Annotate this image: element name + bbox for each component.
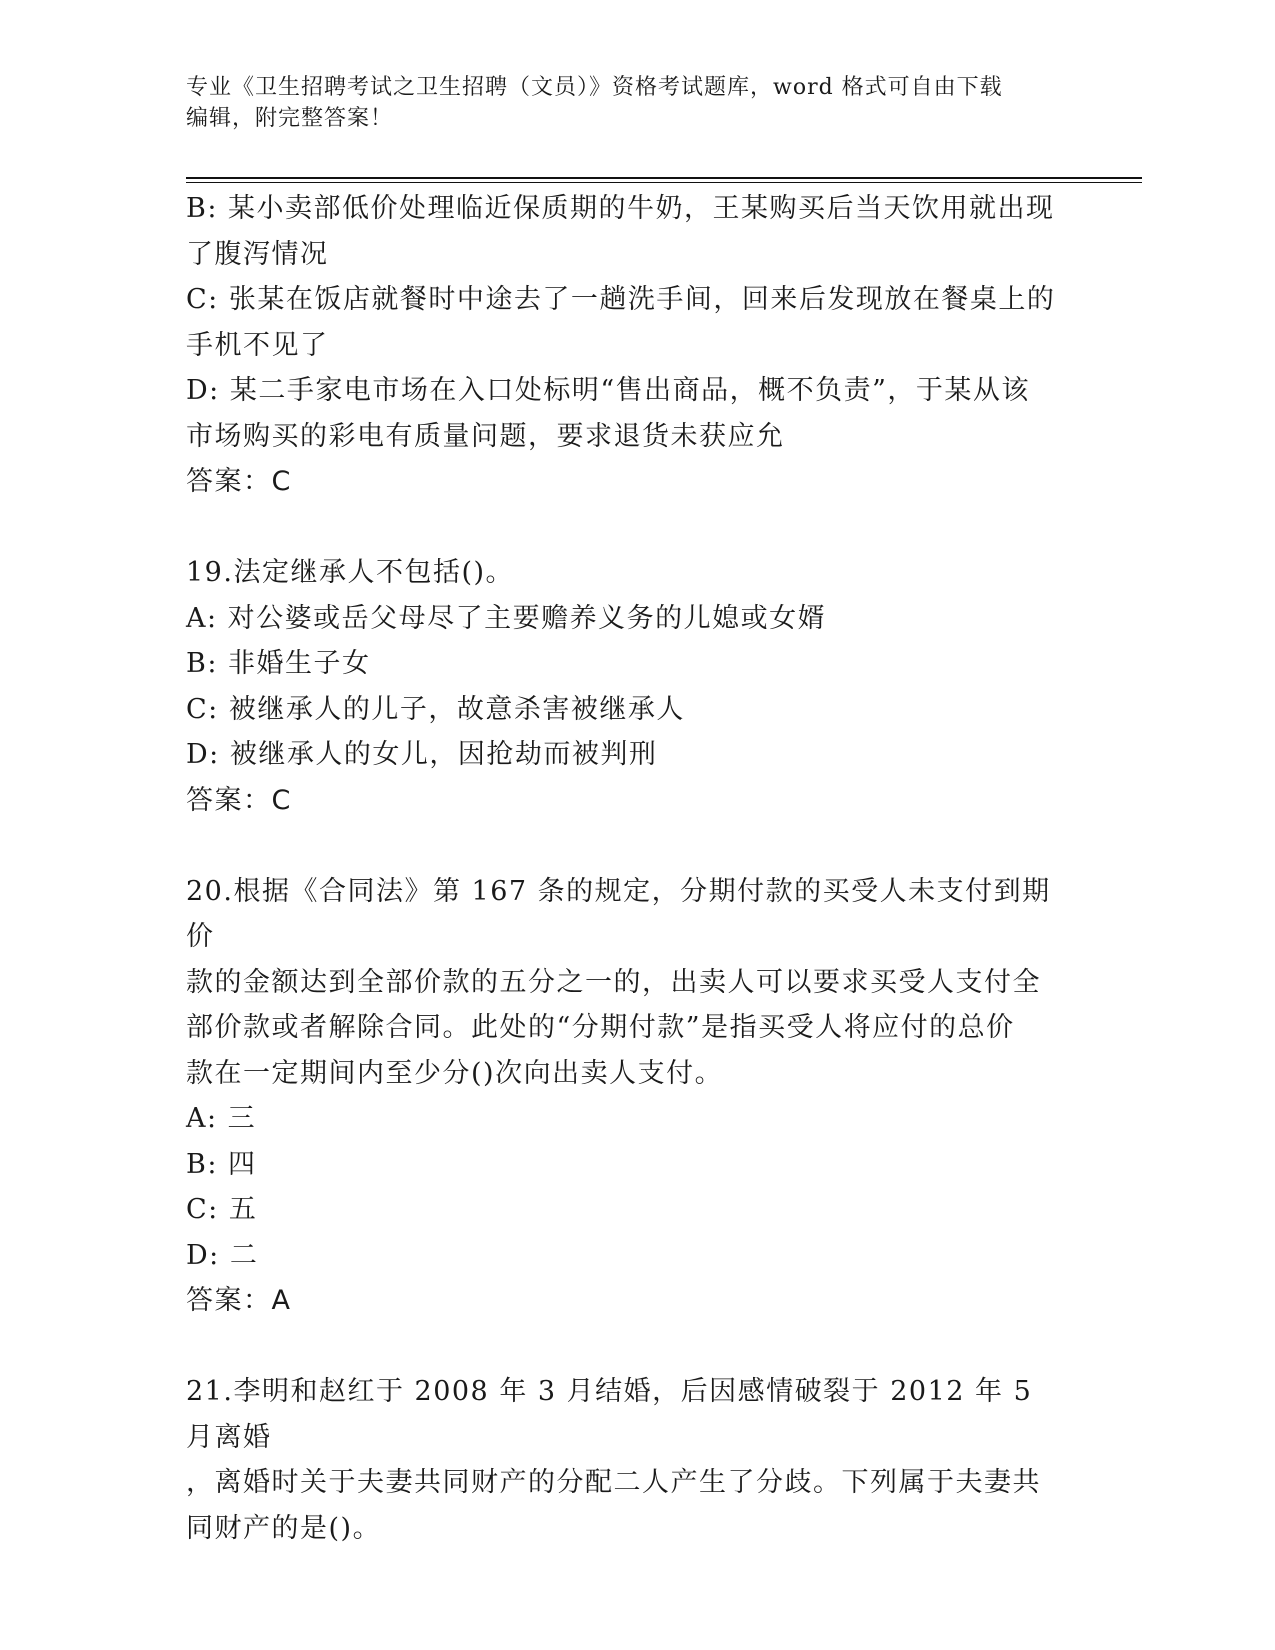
page-header [186, 72, 1086, 134]
question-20 [186, 869, 1066, 1324]
option-a: A: 对公婆或岳父母尽了主要赡养义务的儿媳或女婿 [186, 602, 827, 634]
option-b: B: 非婚生子女 [186, 648, 371, 679]
spacer [186, 505, 1066, 551]
option-c: C: 被继承人的儿子，故意杀害被继承人 [186, 693, 685, 725]
option-c-line-1: C: 张某在饭店就餐时中途去了一趟洗手间，回来后发现放在餐桌上的 [186, 284, 1056, 315]
answer-line: 答案：C [186, 784, 292, 816]
option-d: D: 被继承人的女儿，因抢劫而被判刑 [186, 739, 658, 770]
question-19 [186, 550, 1066, 823]
option-c: C: 五 [186, 1194, 258, 1225]
question-stem: 19.法定继承人不包括()。 [186, 557, 515, 588]
answer-line: 答案：A [186, 1285, 292, 1316]
question-list [186, 186, 1066, 1551]
option-b-line-1: B: 某小卖部低价处理临近保质期的牛奶，王某购买后当天饮用就出现 [186, 193, 1055, 224]
option-d: D: 二 [186, 1239, 259, 1271]
answer-line: 答案：C [186, 466, 292, 497]
question-21 [186, 1369, 1066, 1551]
header-line-1: 专业《卫生招聘考试之卫生招聘（文员）》资格考试题库，word 格式可自由下载 [186, 75, 1003, 100]
option-d-line-2: 市场购买的彩电有质量问题，要求退货未获应允 [186, 420, 785, 452]
option-b: B: 四 [186, 1148, 257, 1180]
question-18-continued [186, 186, 1066, 505]
option-c-line-2: 手机不见了 [186, 329, 329, 361]
question-stem-line-2: ，离婚时关于夫妻共同财产的分配二人产生了分歧。下列属于夫妻共 [186, 1467, 1041, 1498]
header-divider-thick [186, 177, 1142, 179]
option-d-line-1: D: 某二手家电市场在入口处标明“售出商品，概不负责”，于某从该 [186, 375, 1030, 406]
spacer [186, 823, 1066, 869]
option-b-line-2: 了腹泻情况 [186, 238, 329, 270]
question-stem-line-1: 20.根据《合同法》第 167 条的规定，分期付款的买受人未支付到期价 [186, 875, 1051, 952]
question-stem-line-4: 款在一定期间内至少分()次向出卖人支付。 [186, 1057, 724, 1089]
question-stem-line-1: 21.李明和赵红于 2008 年 3 月结婚，后因感情破裂于 2012 年 5 月离婚 [186, 1376, 1043, 1453]
header-divider-thin [186, 182, 1142, 183]
option-a: A: 三 [186, 1103, 257, 1134]
header-line-2: 编辑，附完整答案！ [186, 106, 394, 131]
question-stem-line-3: 同财产的是()。 [186, 1512, 382, 1544]
spacer [186, 1324, 1066, 1370]
question-stem-line-2: 款的金额达到全部价款的五分之一的，出卖人可以要求买受人支付全 [186, 966, 1041, 998]
question-stem-line-3: 部价款或者解除合同。此处的“分期付款”是指买受人将应付的总价 [186, 1012, 1015, 1043]
